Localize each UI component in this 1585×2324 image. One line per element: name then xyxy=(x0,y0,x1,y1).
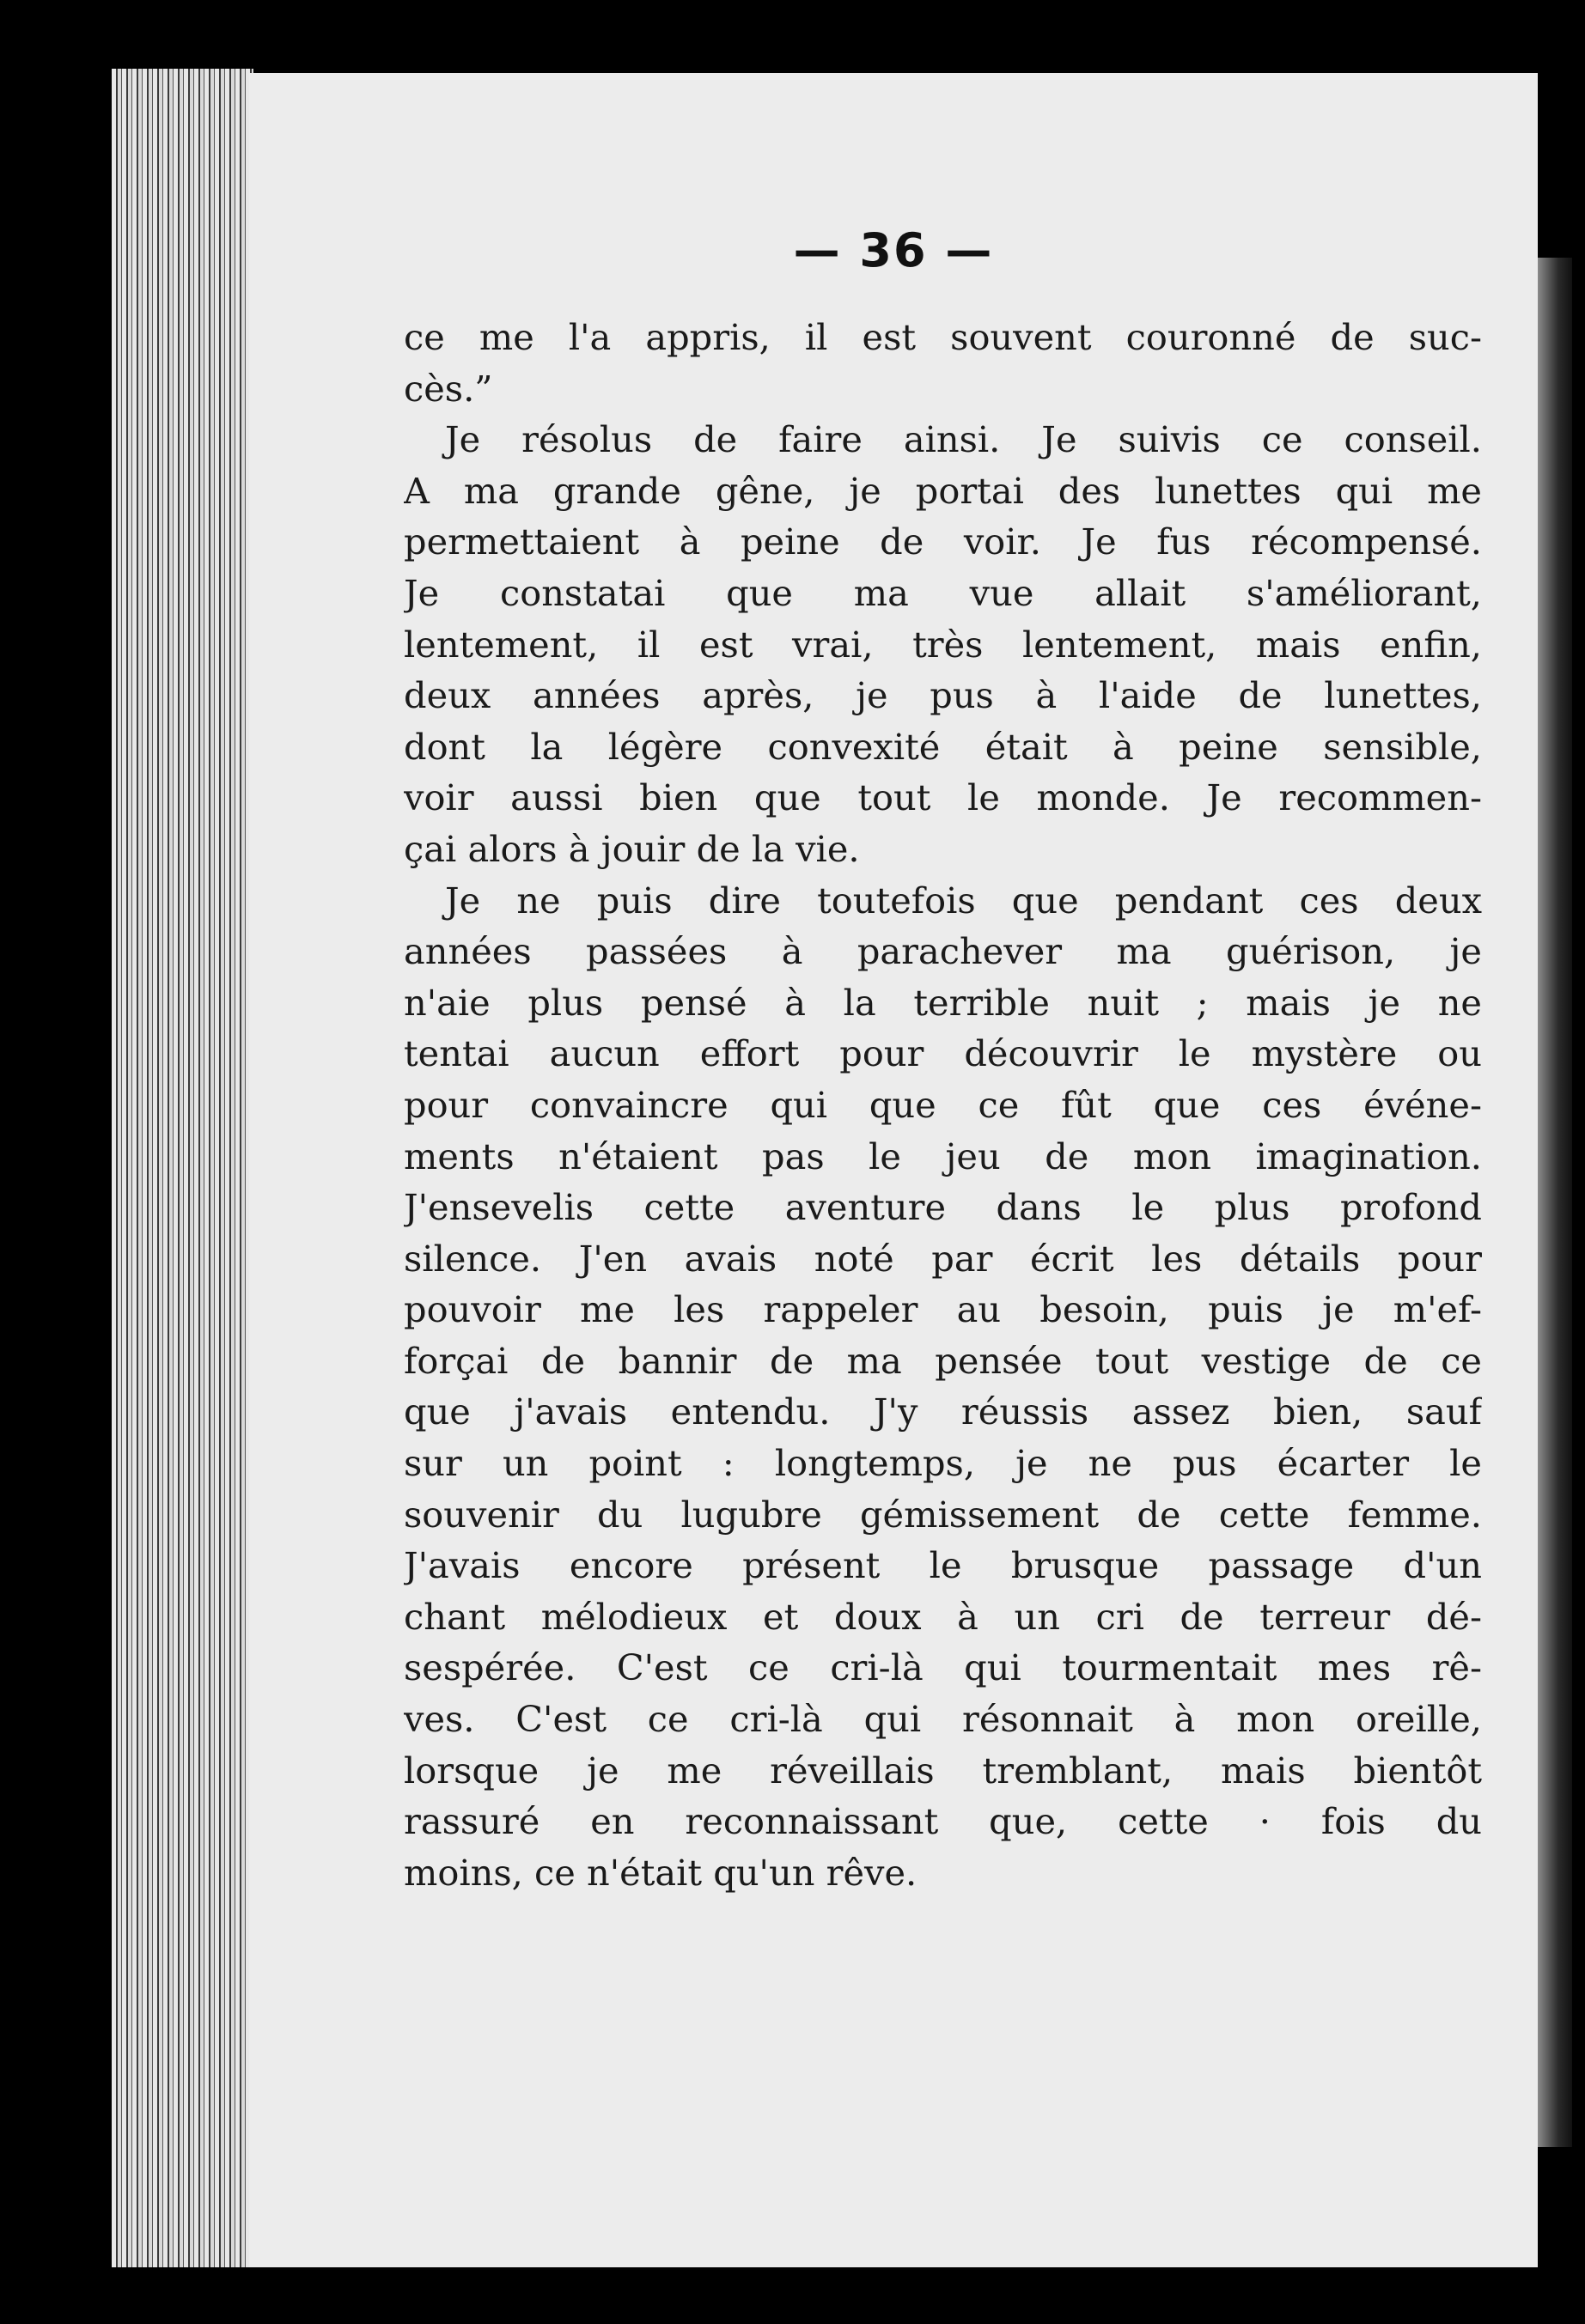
text-line: lentement, il est vrai, très lentement, mais enfin, xyxy=(404,623,1482,666)
text-line: tentai aucun effort pour découvrir le mystère ou xyxy=(404,1032,1482,1075)
book-page xyxy=(249,73,1538,2267)
text-line: J'avais encore présent le brusque passage d'un xyxy=(404,1544,1482,1587)
text-line: J'ensevelis cette aventure dans le plus profond xyxy=(404,1186,1482,1229)
page-number: — 36 — xyxy=(793,223,994,277)
text-line: deux années après, je pus à l'aide de lunettes, xyxy=(404,674,1482,717)
body-text xyxy=(404,312,1482,1898)
text-line: pour convaincre qui que ce fût que ces événe- xyxy=(404,1083,1482,1126)
text-line: ments n'étaient pas le jeu de mon imagination. xyxy=(404,1135,1482,1177)
text-line: pouvoir me les rappeler au besoin, puis je m'ef- xyxy=(404,1288,1482,1331)
text-line: dont la légère convexité était à peine sensible, xyxy=(404,725,1482,768)
book-page-edges xyxy=(112,69,253,2267)
text-line: ves. C'est ce cri-là qui résonnait à mon oreille, xyxy=(404,1698,1482,1741)
book-right-edge xyxy=(1538,258,1572,2147)
text-line: A ma grande gêne, je portai des lunettes qui me xyxy=(404,469,1482,512)
text-line: Je ne puis dire toutefois que pendant ces deux xyxy=(445,879,1482,922)
text-line: n'aie plus pensé à la terrible nuit ; mais je ne xyxy=(404,981,1482,1024)
text-line: souvenir du lugubre gémissement de cette femme. xyxy=(404,1493,1482,1536)
text-line: çai alors à jouir de la vie. xyxy=(404,827,860,870)
text-line: Je constatai que ma vue allait s'améliorant, xyxy=(404,571,1482,614)
text-line: lorsque je me réveillais tremblant, mais bientôt xyxy=(404,1749,1482,1792)
text-line: chant mélodieux et doux à un cri de terreur dé- xyxy=(404,1595,1482,1638)
text-line: forçai de bannir de ma pensée tout vestige de ce xyxy=(404,1339,1482,1382)
text-line: voir aussi bien que tout le monde. Je recommen- xyxy=(404,776,1482,819)
text-line: cès.” xyxy=(404,367,493,410)
text-line: années passées à parachever ma guérison, je xyxy=(404,930,1482,973)
text-line: que j'avais entendu. J'y réussis assez bien, sauf xyxy=(404,1390,1482,1433)
text-line: moins, ce n'était qu'un rêve. xyxy=(404,1851,917,1894)
text-line: rassuré en reconnaissant que, cette · fois du xyxy=(404,1800,1482,1843)
text-line: silence. J'en avais noté par écrit les détails pour xyxy=(404,1237,1482,1280)
text-line: sur un point : longtemps, je ne pus écarter le xyxy=(404,1442,1482,1485)
text-line: sespérée. C'est ce cri-là qui tourmentait mes rê- xyxy=(404,1646,1482,1689)
text-line: Je résolus de faire ainsi. Je suivis ce conseil. xyxy=(445,418,1482,461)
text-line: permettaient à peine de voir. Je fus récompensé. xyxy=(404,520,1482,563)
text-line: ce me l'a appris, il est souvent couronné de suc- xyxy=(404,316,1482,358)
